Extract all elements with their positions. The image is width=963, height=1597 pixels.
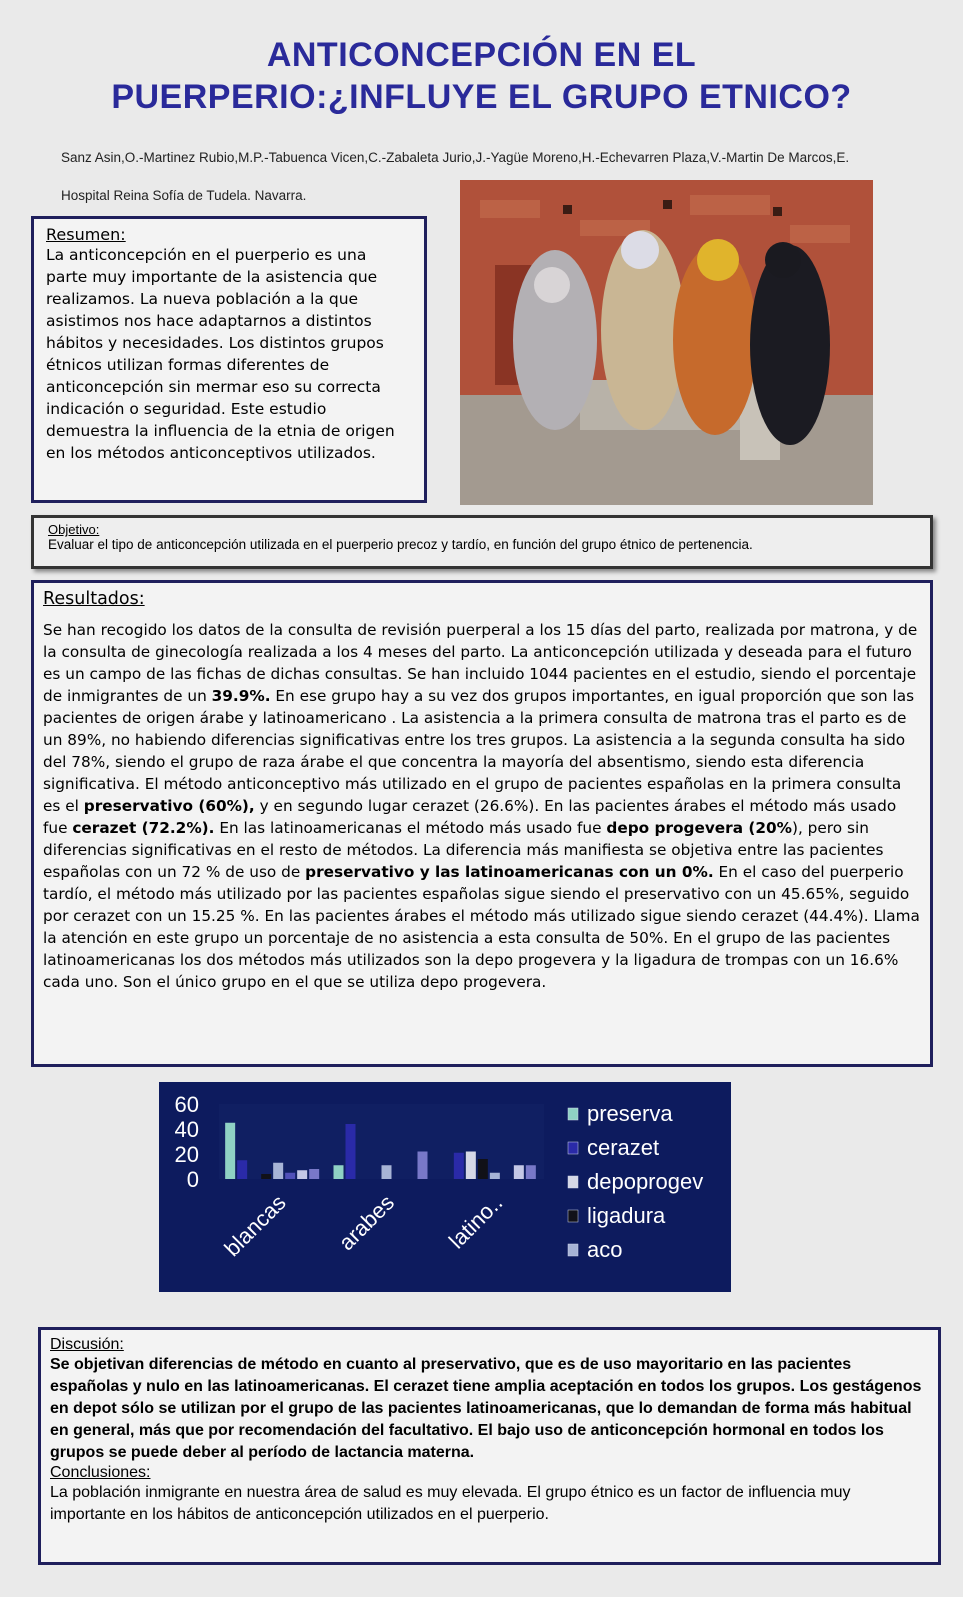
resultados-text-4: En las latinoamericanas el método más usado fue [214, 819, 607, 837]
y-tick-label: 0 [186, 1167, 199, 1192]
bar-series-7-latino.. [526, 1165, 536, 1179]
resultados-text-2: En ese grupo hay a su vez dos grupos importantes, en igual proporción que son las pacientes de origen árabe y latinoamericano . La asistencia a la primera consulta de matrona tras el parto es de un 89%, no habiendo diferencias significativas entre los tres grupos. La asistencia a la segunda consulta ha sido del 78%, siendo el grupo de raza árabe el que concentra la mayoría del absentismo, siendo esta diferencia significativa. El método anticonceptivo más utilizado en el grupo de pacientes españolas en la primera consulta es el [43, 687, 915, 815]
resultados-heading: Resultados: [43, 589, 145, 609]
title-line-1: ANTICONCEPCIÓN EN EL [266, 36, 697, 74]
bar-cerazet-latino.. [454, 1153, 464, 1179]
resumen-heading: Resumen: [46, 225, 126, 244]
legend-swatch-aco [568, 1244, 578, 1256]
x-tick-label: blancas [219, 1189, 291, 1262]
bar-series-6-blancas [297, 1170, 307, 1179]
legend-swatch-ligadura [568, 1210, 578, 1222]
resultados-bold-5: preservativo y las latinoamericanas con un 0%. [305, 863, 714, 881]
resultados-text-3: y en segundo lugar cerazet (26.6%). En las pacientes árabes el método más usado fue [43, 797, 897, 837]
bar-preserva-arabes [334, 1165, 344, 1179]
bar-depoprogev-latino.. [466, 1152, 476, 1180]
bar-preserva-blancas [225, 1123, 235, 1179]
resultados-box [31, 580, 933, 1067]
bar-series-5-blancas [285, 1173, 295, 1179]
poster-title [0, 34, 963, 118]
y-tick-label: 40 [174, 1117, 199, 1142]
legend-swatch-depoprogev [568, 1176, 578, 1188]
conclusiones-heading: Conclusiones: [50, 1464, 151, 1481]
bar-series-6-latino.. [514, 1165, 524, 1179]
resultados-bold-4: depo progevera (20% [606, 819, 792, 837]
bar-ligadura-blancas [261, 1174, 271, 1179]
resultados-bold-1: 39.9%. [211, 687, 271, 705]
legend-label-preserva: preserva [587, 1101, 673, 1126]
bar-series-7-arabes [418, 1152, 428, 1180]
hospital: Hospital Reina Sofía de Tudela. Navarra. [61, 188, 307, 203]
bar-aco-blancas [273, 1163, 283, 1179]
legend-swatch-preserva [568, 1108, 578, 1120]
photo-illustration [460, 180, 873, 505]
bar-cerazet-blancas [237, 1160, 247, 1179]
resumen-box [31, 216, 427, 503]
chart-svg [159, 1082, 731, 1292]
discusion-text: Se objetivan diferencias de método en cuanto al preservativo, que es de uso mayoritario en las pacientes españolas y nulo en las latinoamericanas. El cerazet tiene amplia aceptación en todos los grupos. Los gestágenos en depot sólo se utilizan por el grupo de las pacientes latinoamericanas, que lo demandan de forma más habitual en general, más que por recomendación del facultativo. El bajo uso de anticoncepción hormonal en todos los grupos se puede deber al período de lactancia materna. [50, 1356, 922, 1461]
conclusiones-text: La población inmigrante en nuestra área de salud es muy elevada. El grupo étnico es un factor de influencia muy importante en los hábitos de anticoncepción utilizados en el puerperio. [50, 1484, 851, 1523]
bar-series-7-blancas [309, 1169, 319, 1179]
bar-ligadura-latino.. [478, 1159, 488, 1179]
objetivo-box [31, 515, 933, 569]
resultados-text-1: Se han recogido los datos de la consulta de revisión puerperal a los 15 días del parto, realizada por matrona, y de la consulta de ginecología realizada a los 4 meses del parto. La anticoncepción utilizada y deseada para el futuro es un campo de las fichas de dichas consultas. Se han incluido 1044 pacientes en el estudio, siendo el porcentaje de inmigrantes de un [43, 621, 918, 705]
title-line-2: PUERPERIO:¿INFLUYE EL GRUPO ETNICO? [111, 78, 852, 116]
objetivo-text: Evaluar el tipo de anticoncepción utilizada en el puerperio precoz y tardío, en función del grupo étnico de pertenencia. [48, 537, 753, 552]
legend-label-aco: aco [587, 1237, 623, 1262]
resultados-bold-2: preservativo (60%), [83, 797, 255, 815]
legend-label-depoprogev: depoprogev [587, 1169, 704, 1194]
x-tick-label: latino.. [443, 1189, 508, 1254]
y-tick-label: 20 [174, 1142, 199, 1167]
bar-cerazet-arabes [346, 1124, 356, 1179]
legend-label-cerazet: cerazet [587, 1135, 660, 1160]
x-tick-label: arabes [333, 1189, 400, 1256]
resultados-text-5: ), pero sin diferencias significativas en el resto de métodos. La diferencia más manifiesta se objetiva entre las pacientes españolas con un 72 % de uso de [43, 819, 884, 881]
resultados-bold-3: cerazet (72.2%). [72, 819, 215, 837]
legend-label-ligadura: ligadura [587, 1203, 666, 1228]
legend-swatch-cerazet [568, 1142, 578, 1154]
photo-women-on-bench [460, 180, 873, 505]
discusion-box [38, 1327, 941, 1565]
bar-aco-latino.. [490, 1173, 500, 1179]
resumen-text: La anticoncepción en el puerperio es una parte muy importante de la asistencia que realizamos. La nueva población a la que asistimos nos hace adaptarnos a distintos hábitos y necesidades. Los distintos grupos étnicos utilizan formas diferentes de anticoncepción sin mermar eso su correcta indicación o seguridad. Este estudio demuestra la influencia de la etnia de origen en los métodos anticonceptivos utilizados. [46, 246, 395, 462]
discusion-heading: Discusión: [50, 1336, 124, 1353]
resultados-text-6: En el caso del puerperio tardío, el método más utilizado por las pacientes españolas sigue siendo el preservativo con un 45.65%, seguido por cerazet con un 15.25 %. En las pacientes árabes el método más utilizado sigue siendo cerazet (44.4%). Llama la atención en este grupo un porcentaje de no asistencia a esta consulta de 50%. En el grupo de las pacientes latinoamericanas los dos métodos más utilizados son la depo progevera y la ligadura de trompas con un 16.6% cada uno. Son el único grupo en el que se utiliza depo progevera. [43, 863, 920, 991]
authors: Sanz Asin,O.-Martinez Rubio,M.P.-Tabuenca Vicen,C.-Zabaleta Jurio,J.-Yagüe Moreno,H.-Echevarren Plaza,V.-Martin De Marcos,E. [61, 150, 850, 165]
objetivo-heading: Objetivo: [48, 522, 100, 537]
bar-aco-arabes [382, 1165, 392, 1179]
y-tick-label: 60 [174, 1092, 199, 1117]
methods-bar-chart [159, 1082, 731, 1292]
resultados-text [43, 619, 921, 993]
